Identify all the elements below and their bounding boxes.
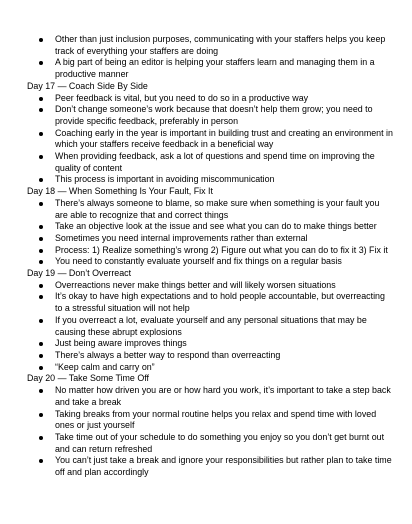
bullet-item: Other than just inclusion purposes, communicating with your staffers helps you keep track of everything your staffers are doing <box>55 34 394 57</box>
day-bullet-list <box>27 198 394 268</box>
day-bullet-list <box>27 93 394 187</box>
day-bullet-list <box>27 385 394 479</box>
bullet-item: If you overreact a lot, evaluate yourself and any personal situations that may be causing these abrupt explosions <box>55 315 394 338</box>
day-heading: Day 18 — When Something Is Your Fault, Fix It <box>27 186 213 197</box>
bullet-item: “Keep calm and carry on” <box>55 362 394 374</box>
bullet-item: There’s always a better way to respond than overreacting <box>55 350 394 362</box>
day-section <box>27 81 394 186</box>
bullet-item: Peer feedback is vital, but you need to do so in a productive way <box>55 93 394 105</box>
bullet-item: No matter how driven you are or how hard you work, it’s important to take a step back and take a break <box>55 385 394 408</box>
day-heading: Day 19 — Don’t Overreact <box>27 268 132 279</box>
bullet-item: A big part of being an editor is helping your staffers learn and managing them in a productive manner <box>55 57 394 80</box>
bullet-item: When providing feedback, ask a lot of questions and spend time on improving the quality of content <box>55 151 394 174</box>
day-heading: Day 17 — Coach Side By Side <box>27 80 148 91</box>
bullet-item: Taking breaks from your normal routine helps you relax and spend time with loved ones or just yourself <box>55 409 394 432</box>
bullet-item: There’s always someone to blame, so make sure when something is your fault you are able to recognize that and correct things <box>55 198 394 221</box>
bullet-item: Take an objective look at the issue and see what you can do to make things better <box>55 221 394 233</box>
intro-bullet-list <box>27 34 394 81</box>
bullet-item: Take time out of your schedule to do something you enjoy so you don’t get burnt out and can return refreshed <box>55 432 394 455</box>
bullet-item: Sometimes you need internal improvements rather than external <box>55 233 394 245</box>
bullet-item: You need to constantly evaluate yourself and fix things on a regular basis <box>55 256 394 268</box>
day-section <box>27 186 394 268</box>
bullet-item: Overreactions never make things better and will likely worsen situations <box>55 280 394 292</box>
bullet-item: Process: 1) Realize something’s wrong 2) Figure out what you can do to fix it 3) Fix it <box>55 245 394 257</box>
day-section <box>27 268 394 373</box>
bullet-item: Don’t change someone’s work because that doesn’t help them grow; you need to provide specific feedback, preferably in person <box>55 104 394 127</box>
bullet-item: This process is important in avoiding miscommunication <box>55 174 394 186</box>
day-section <box>27 373 394 478</box>
bullet-item: You can’t just take a break and ignore your responsibilities but rather plan to take time off and plan accordingly <box>55 455 394 478</box>
bullet-item: Just being aware improves things <box>55 338 394 350</box>
day-bullet-list <box>27 280 394 374</box>
bullet-item: It’s okay to have high expectations and to hold people accountable, but overreacting to a stressful situation will not help <box>55 291 394 314</box>
bullet-item: Coaching early in the year is important in building trust and creating an environment in which your staffers receive feedback in a beneficial way <box>55 127 393 150</box>
day-heading: Day 20 — Take Some Time Off <box>27 373 149 384</box>
